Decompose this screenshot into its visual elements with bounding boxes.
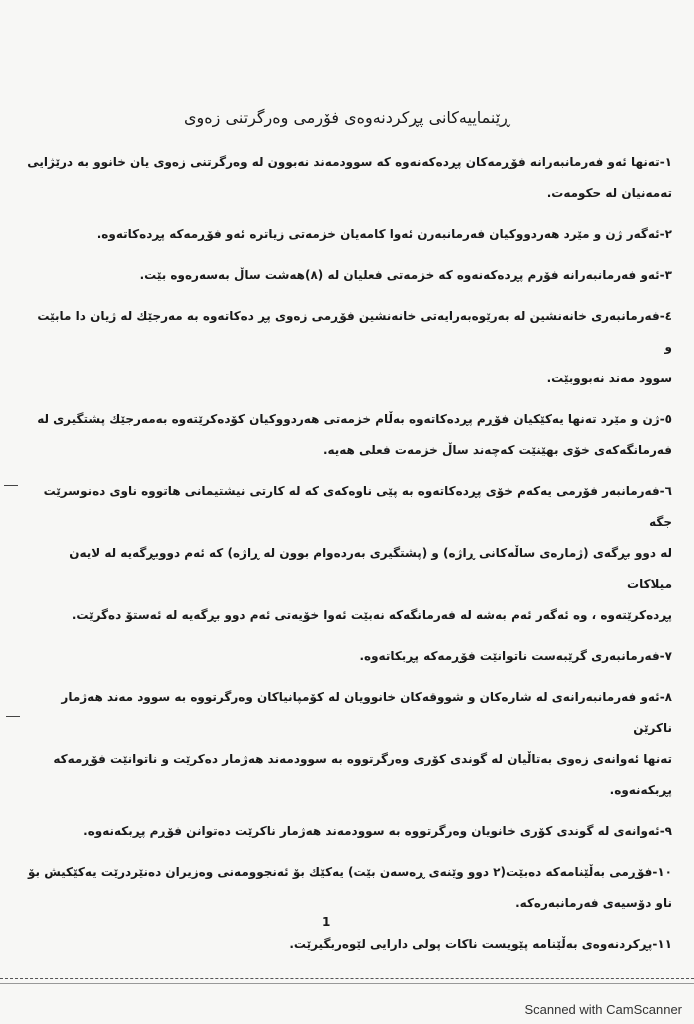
instruction-line: ٦-فەرمانبەر فۆرمی یەكەم خۆی پڕدەكاتەوە بە پێی ناوەكەی كە لە كارتی نیشتیمانی هاتووە ناوی دەنوسرێت جگە (43, 484, 672, 529)
instruction-item (26, 147, 672, 209)
instruction-item (26, 404, 672, 466)
instruction-line: ٣-ئەو فەرمانبەرانە فۆرم پڕدەكەنەوە كە خزمەتی فعلیان لە (٨)هەشت ساڵ بەسەرەوە بێت. (139, 268, 672, 282)
instruction-line: ٨-ئەو فەرمانبەرانەی لە شارەكان و شووقەكان خانوویان لە كۆمپانیاكان وەرگرتووە بە سوود مەند هەژمار ناكرێن (61, 690, 672, 735)
instruction-list (26, 147, 672, 970)
instruction-item (26, 219, 672, 250)
instruction-line: ٧-فەرمانبەری گرێبەست ناتوانێت فۆڕمەكە پڕبكاتەوە. (359, 649, 672, 663)
instruction-item (26, 816, 672, 847)
page-number: 1 (322, 915, 331, 929)
instruction-line: پڕبكەنەوە. (609, 783, 672, 797)
instruction-line: سوود مەند نەبووبێت. (546, 371, 672, 385)
instruction-line: ٥-ژن و مێرد تەنها یەكێكیان فۆڕم پڕدەكاتەوە بەڵام خزمەتی هەردووكیان كۆدەكرێتەوە بەمەرجێك پشتگیری لە (37, 412, 672, 426)
divider (0, 983, 694, 984)
instruction-line: لە دوو بڕگەی (ژمارەی ساڵەكانی ڕاژە) و (پشتگیری بەردەوام بوون لە ڕاژە) كە ئەم دووبڕگەیە لە لایەن میلاكات (69, 546, 672, 591)
instruction-item (26, 641, 672, 672)
instruction-line: ١١-پڕكردنەوەی بەڵێنامە پێویست ناكات پولی دارایی لێوەربگیرێت. (289, 937, 672, 951)
instruction-item (26, 301, 672, 394)
pen-mark (6, 716, 20, 717)
instruction-item (26, 476, 672, 631)
instruction-line: فەرمانگەكەی خۆی بهێنێت كەچەند ساڵ خزمەت فعلی هەیە. (322, 443, 672, 457)
instruction-item (26, 260, 672, 291)
instruction-line: ناو دۆسیەی فەرمانبەرەكە. (515, 896, 672, 910)
instruction-line: ١٠-فۆڕمی بەڵێنامەكە دەبێت(٢ دوو وێنەی ڕەسەن بێت) یەكێك بۆ ئەنجوومەنی وەزیران دەنێردرێت یەكێكیش بۆ (27, 865, 672, 879)
instruction-line: ٤-فەرمانبەری خانەنشین لە بەرێوەبەرایەتی خانەنشین فۆڕمی زەوی پڕ دەكاتەوە بە مەرجێك لە ژیان دا مابێت و (37, 309, 672, 354)
scanner-watermark: Scanned with CamScanner (524, 1002, 682, 1017)
instruction-item (26, 682, 672, 806)
instruction-item (26, 929, 672, 960)
instruction-line: ١-تەنها ئەو فەرمانبەرانە فۆڕمەكان پڕدەكەنەوە كە سوودمەند نەبوون لە وەرگرتنی زەوی یان خانوو بە درێژایی (27, 155, 672, 169)
instruction-item (26, 857, 672, 919)
instruction-line: تەمەنیان لە حكومەت. (546, 186, 672, 200)
instruction-line: تەنها ئەوانەی زەوی بەتاڵیان لە گوندی كۆری وەرگرتووە بە سوودمەند هەژمار دەكرێت و ناتوانێت فۆڕمەكە (53, 752, 672, 766)
instruction-line: ٩-ئەوانەی لە گوندی كۆری خانویان وەرگرتووە بە سوودمەند هەژمار ناكرێت دەتوانن فۆڕم پڕبكەنەوە. (83, 824, 672, 838)
page-title: ڕێنماییەكانی پڕكردنەوەی فۆرمی وەرگرتنی زەوی (184, 108, 510, 127)
instruction-line: ٢-ئەگەر ژن و مێرد هەردووكیان فەرمانبەرن ئەوا كامەیان خزمەتی زیاترە ئەو فۆڕمەكە پڕدەكاتەوە. (96, 227, 672, 241)
instruction-line: پڕدەكرێتەوە ، وە ئەگەر ئەم بەشە لە فەرمانگەكە نەبێت ئەوا خۆیەتی ئەم دوو بڕگەیە لە ئەستۆ دەگرێت. (71, 608, 672, 622)
pen-mark (4, 485, 18, 486)
divider (0, 978, 694, 979)
